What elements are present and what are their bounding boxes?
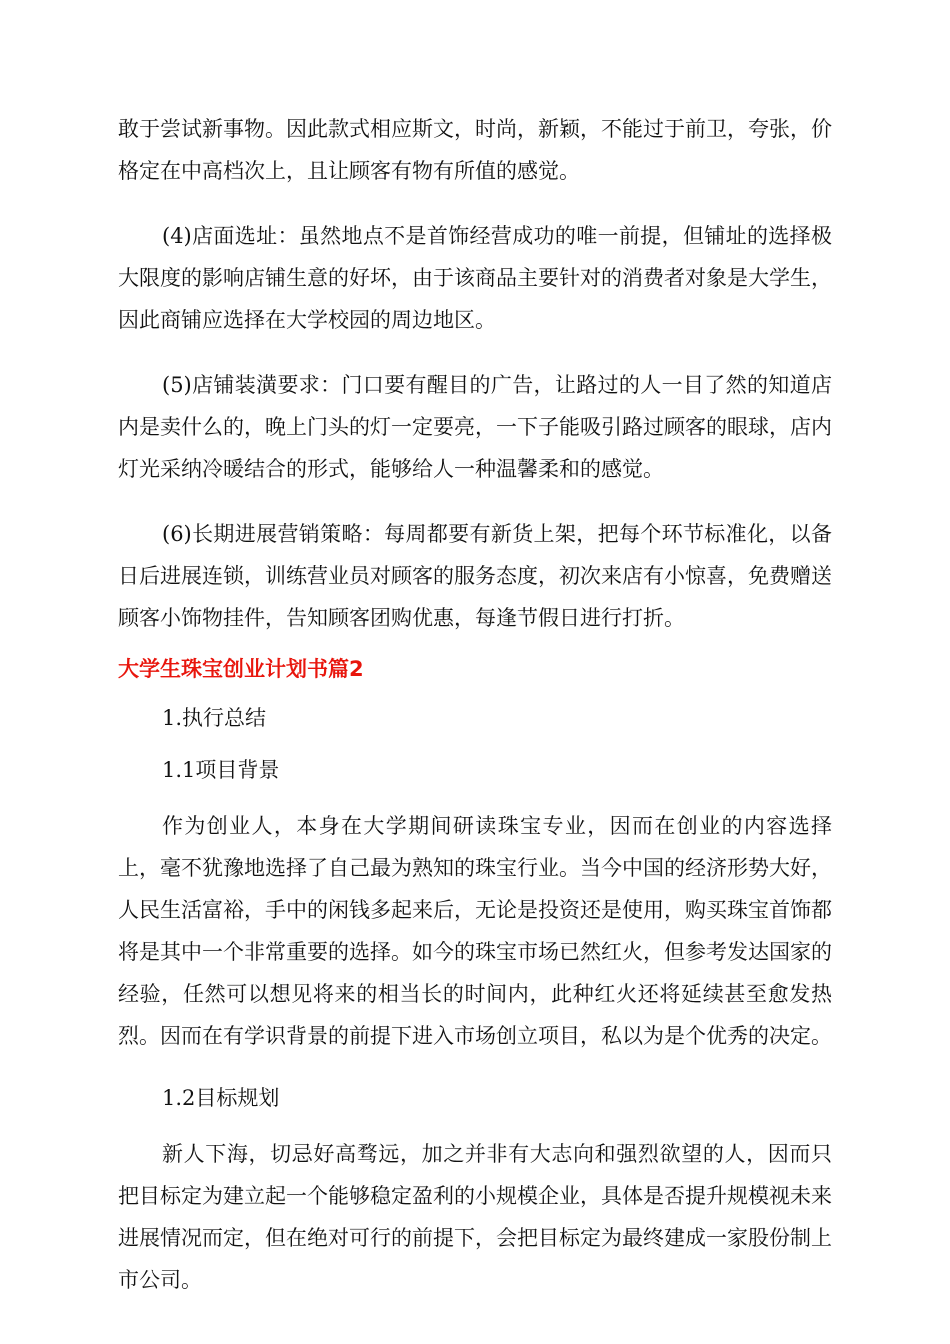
paragraph-goal-planning: 新人下海，切忌好高骛远，加之并非有大志向和强烈欲望的人，因而只把目标定为建立起一个能够稳定盈利的小规模企业，具体是否提升规模视未来进展情况而定，但在绝对可行的前提下，会把目标定为最终建成一家股份制上市公司。 <box>118 1142 832 1292</box>
subheading-project-background: 1.1项目背景 <box>162 758 280 782</box>
section-heading: 大学生珠宝创业计划书篇2 <box>118 657 364 681</box>
paragraph-store-decoration: (5)店铺装潢要求：门口要有醒目的广告，让路过的人一目了然的知道店内是卖什么的，晚上门头的灯一定要亮，一下子能吸引路过顾客的眼球，店内灯光采纳冷暖结合的形式，能够给人一种温馨柔和的感觉。 <box>118 373 832 481</box>
paragraph-project-background: 作为创业人，本身在大学期间研读珠宝专业，因而在创业的内容选择上，毫不犹豫地选择了自己最为熟知的珠宝行业。当今中国的经济形势大好，人民生活富裕，手中的闲钱多起来后，无论是投资还是使用，购买珠宝首饰都将是其中一个非常重要的选择。如今的珠宝市场已然红火，但参考发达国家的经验，任然可以想见将来的相当长的时间内，此种红火还将延续甚至愈发热烈。因而在有学识背景的前提下进入市场创立项目，私以为是个优秀的决定。 <box>118 814 832 1048</box>
paragraph-store-location: (4)店面选址：虽然地点不是首饰经营成功的唯一前提，但铺址的选择极大限度的影响店铺生意的好坏，由于该商品主要针对的消费者对象是大学生，因此商铺应选择在大学校园的周边地区。 <box>118 224 832 332</box>
paragraph-marketing-strategy: (6)长期进展营销策略：每周都要有新货上架，把每个环节标准化，以备日后进展连锁，训练营业员对顾客的服务态度，初次来店有小惊喜，免费赠送顾客小饰物挂件，告知顾客团购优惠，每逢节假日进行打折。 <box>118 522 832 630</box>
paragraph-continuation: 敢于尝试新事物。因此款式相应斯文，时尚，新颖，不能过于前卫，夸张，价格定在中高档次上，且让顾客有物有所值的感觉。 <box>118 117 832 183</box>
subheading-executive-summary: 1.执行总结 <box>162 706 267 730</box>
subheading-goal-planning: 1.2目标规划 <box>162 1086 280 1110</box>
